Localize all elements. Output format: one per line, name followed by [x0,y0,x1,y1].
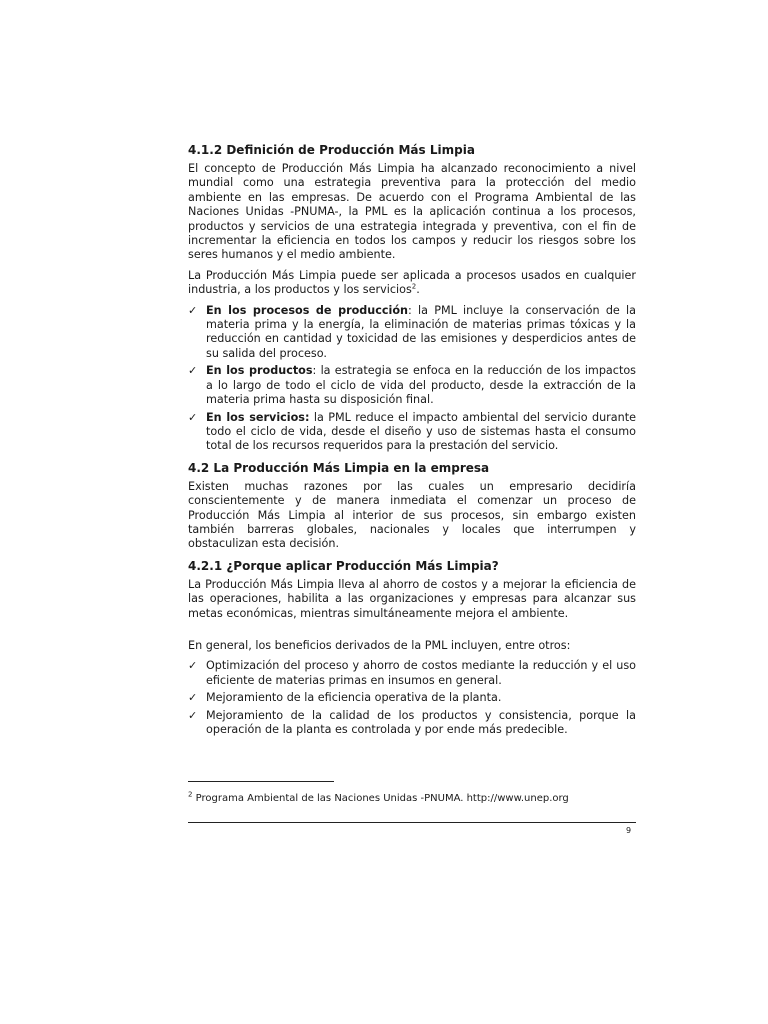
list-item [188,364,636,407]
list-item-lead: En los servicios: [206,410,310,424]
checkmark-icon: ✓ [188,410,198,424]
benefits-list [188,659,636,737]
page-footer-rule [188,822,636,823]
checkmark-icon: ✓ [188,659,198,673]
pml-scope-list [188,304,636,454]
list-item [188,659,636,688]
footnote-number: 2 [188,790,193,799]
list-item [188,691,636,705]
list-item [188,304,636,362]
paragraph-pml-application [188,269,636,298]
footnote [188,792,569,806]
list-item-text: Optimización del proceso y ahorro de costos mediante la reducción y el uso eficiente de materias primas en insumos en general. [206,659,636,687]
footnote-separator [188,781,334,782]
paragraph-end: . [416,283,420,297]
section-heading-4-2-1: 4.2.1 ¿Porque aplicar Producción Más Limpia? [188,558,499,573]
checkmark-icon: ✓ [188,303,198,317]
page-number: 9 [626,826,632,835]
list-item-text: Mejoramiento de la calidad de los productos y consistencia, porque la operación de la planta es controlada y por ende más predecible. [206,708,636,736]
list-item-text: : la PML incluye la conservación de la materia prima y la energía, la eliminación de materias primas tóxicas y la reducción en cantidad y toxicidad de las emisiones y desperdicios antes de su salida del proceso. [206,303,636,360]
footnote-text: Programa Ambiental de las Naciones Unidas -PNUMA. http://www.unep.org [192,793,569,804]
list-item-text: Mejoramiento de la eficiencia operativa de la planta. [206,691,502,705]
paragraph-pml-why: La Producción Más Limpia lleva al ahorro de costos y a mejorar la eficiencia de las operaciones, habilita a las organizaciones y empresas para alcanzar sus metas económicas, mientras simultáneamente mejora el ambiente. [188,577,636,620]
paragraph-pml-concept: El concepto de Producción Más Limpia ha alcanzado reconocimiento a nivel mundial como una estrategia preventiva para la protección del medio ambiente en las empresas. De acuerdo con el Programa Ambiental de las Naciones Unidas -PNUMA-, la PML es la aplicación continua a los procesos, productos y servicios de una estrategia integrada y preventiva, con el fin de incrementar la eficiencia en todos los campos y reducir los riesgos sobre los seres humanos y el medio ambiente. [188,162,636,262]
section-heading-4-1-2: 4.1.2 Definición de Producción Más Limpia [188,143,475,157]
checkmark-icon: ✓ [188,364,198,378]
section-heading-4-2: 4.2 La Producción Más Limpia en la empresa [188,460,490,475]
checkmark-icon: ✓ [188,691,198,705]
document-page [188,142,636,743]
list-item-text: : la estrategia se enfoca en la reducción de los impactos a lo largo de todo el ciclo de vida del producto, desde la extracción de la materia prima hasta su disposición final. [206,364,637,407]
list-item-text: la PML reduce el impacto ambiental del servicio durante todo el ciclo de vida, desde el diseño y uso de sistemas hasta el consumo total de los recursos requeridos para la prestación del servicio. [206,410,636,453]
checkmark-icon: ✓ [188,708,198,722]
list-item [188,411,636,454]
list-item [188,709,636,738]
paragraph-benefits-intro: En general, los beneficios derivados de la PML incluyen, entre otros: [188,638,571,652]
paragraph-pml-enterprise: Existen muchas razones por las cuales un empresario decidiría conscientemente y de manera inmediata el comenzar un proceso de Producción Más Limpia al interior de sus procesos, sin embargo existen también barreras globales, nacionales y locales que interrumpen y obstaculizan esta decisión. [188,479,636,551]
paragraph-text: La Producción Más Limpia puede ser aplicada a procesos usados en cualquier industria, a los productos y los servicios [188,268,636,297]
list-item-lead: En los procesos de producción [206,303,409,317]
footnote-reference[interactable]: 2 [411,282,417,291]
list-item-lead: En los productos [206,364,313,378]
